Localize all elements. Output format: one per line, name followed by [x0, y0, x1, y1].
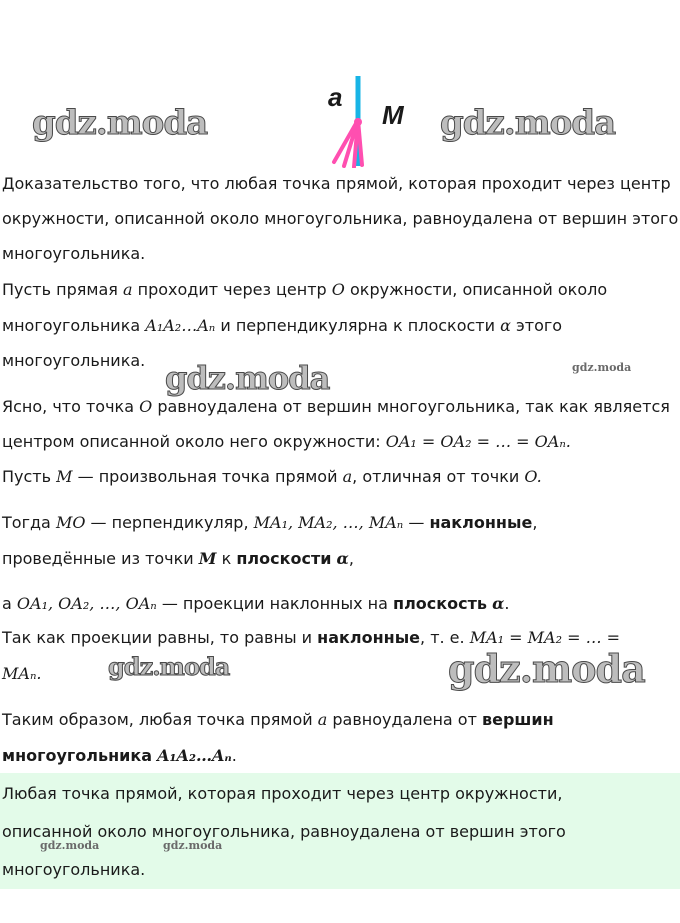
watermark: gdz.moda — [448, 646, 645, 691]
watermark: gdz.moda — [440, 103, 616, 143]
proof-line: Так как проекции равны, то равны и наклонные, т. е. MA₁ = MA₂ = … = — [2, 628, 621, 647]
point-m — [354, 118, 362, 126]
proof-line: Пусть прямая a проходит через центр O окружности, описанной около — [2, 280, 608, 299]
proof-line: Таким образом, любая точка прямой a равноудалена от вершин — [2, 710, 554, 729]
proof-line: многоугольника A₁A₂…Aₙ и перпендикулярна к плоскости α этого — [2, 316, 563, 335]
label-m: M — [382, 100, 404, 130]
watermark: gdz.moda — [40, 839, 100, 852]
proof-line: многоугольника. — [2, 244, 146, 263]
watermark: gdz.moda — [32, 103, 208, 143]
answer-line: Любая точка прямой, которая проходит через центр окружности, — [2, 784, 563, 803]
answer-line: многоугольника. — [2, 860, 146, 879]
figure — [320, 72, 404, 172]
watermark: gdz.moda — [163, 839, 223, 852]
watermark: gdz.moda — [165, 359, 330, 397]
proof-line: Доказательство того, что любая точка прямой, которая проходит через центр — [2, 174, 671, 193]
proof-line: Тогда MO — перпендикуляр, MA₁, MA₂, …, MAₙ — наклонные, — [2, 513, 538, 532]
proof-line: многоугольника. — [2, 351, 146, 370]
answer-line: описанной около многоугольника, равноудалена от вершин этого — [2, 822, 566, 841]
proof-line: а OA₁, OA₂, …, OAₙ — проекции наклонных на плоскость α. — [2, 594, 510, 613]
proof-line: Ясно, что точка O равноудалена от вершин многоугольника, так как является — [2, 397, 670, 416]
proof-line: многоугольника A₁A₂…Aₙ. — [2, 746, 237, 765]
watermark: gdz.moda — [108, 652, 230, 681]
proof-line: проведённые из точки M к плоскости α, — [2, 549, 354, 568]
label-a: a — [328, 82, 343, 112]
proof-line: центром описанной около него окружности: OA₁ = OA₂ = … = OAₙ. — [2, 432, 571, 451]
watermark: gdz.moda — [572, 361, 632, 374]
proof-line: MAₙ. — [2, 664, 42, 683]
proof-line: окружности, описанной около многоугольника, равноудалена от вершин этого — [2, 209, 679, 228]
proof-line: Пусть M — произвольная точка прямой a, отличная от точки O. — [2, 467, 542, 486]
